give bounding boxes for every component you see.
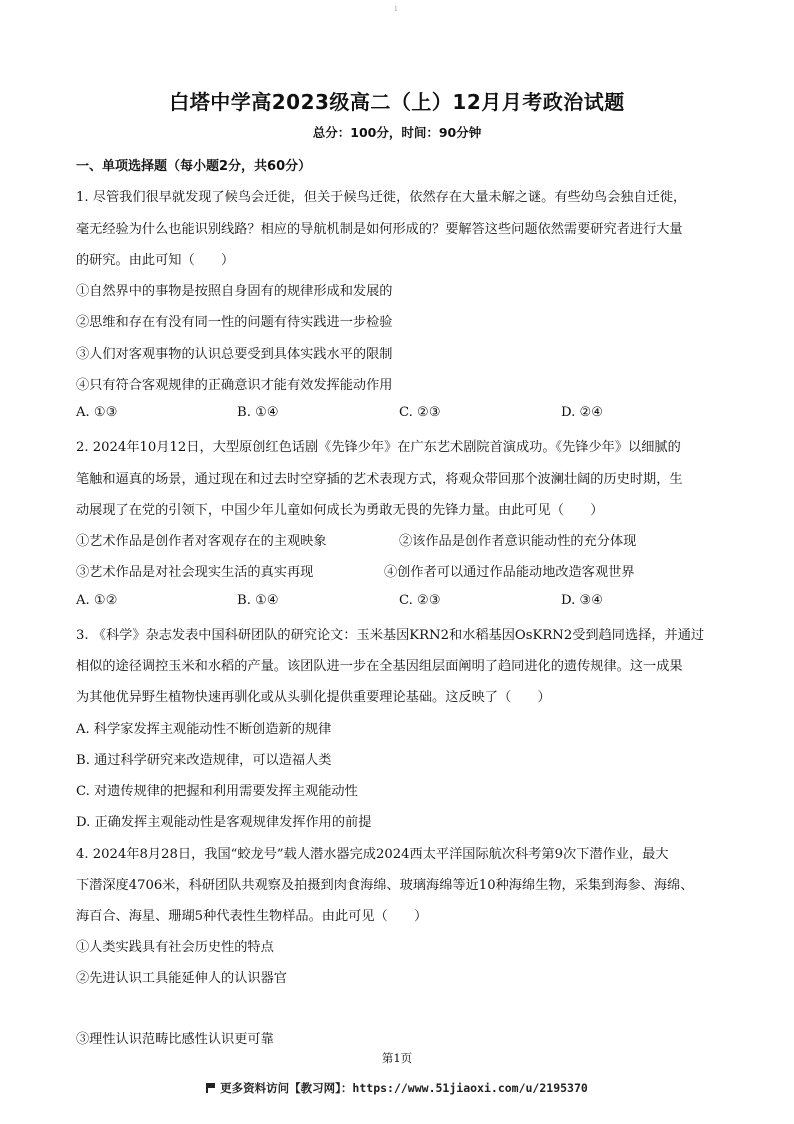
q1-option-a: A. ①③ [76,405,118,420]
q1-statement-4: ④只有符合客观规律的正确意识才能有效发挥能动作用 [76,378,393,393]
q3-stem-line-3: 为其他优异野生植物快速再驯化或从头驯化提供重要理论基础。这反映了（ ） [76,690,551,705]
section-heading: 一、单项选择题（每小题2分，共60分） [76,159,312,174]
q1-stem-line-1: 1. 尽管我们很早就发现了候鸟会迁徙，但关于候鸟迁徙，依然存在大量未解之谜。有些幼鸟会独自迁徙， [76,190,687,205]
q2-statement-4: ④创作者可以通过作品能动地改造客观世界 [384,565,635,580]
q3-stem-line-2: 相似的途径调控玉米和水稻的产量。该团队进一步在全基因组层面阐明了趋同进化的遗传规律。这一成果 [76,659,683,674]
q4-statement-2: ②先进认识工具能延伸人的认识器官 [76,971,287,986]
q2-statement-1: ①艺术作品是创作者对客观存在的主观映象 [76,534,327,549]
q2-statement-2: ②该作品是创作者意识能动性的充分体现 [399,534,637,549]
q2-stem-line-1: 2. 2024年10月12日，大型原创红色话剧《先锋少年》在广东艺术剧院首演成功。《先锋少年》以细腻的 [76,440,681,455]
q3-option-b: B. 通过科学研究来改造规律，可以造福人类 [76,753,332,768]
q1-option-d: D. ②④ [561,405,604,420]
q4-stem-line-3: 海百合、海星、珊瑚5种代表性生物样品。由此可见（ ） [76,909,428,924]
q3-stem-line-1: 3. 《科学》杂志发表中国科研团队的研究论文：玉米基因KRN2和水稻基因OsKRN2受到趋同选择，并通过 [76,628,705,643]
exam-title: 白塔中学高2023级高二（上）12月月考政治试题 [169,90,625,114]
q1-statement-2: ②思维和存在有没有同一性的问题有待实践进一步检验 [76,315,393,330]
q4-stem-line-2: 下潜深度4706米，科研团队共观察及拍摄到肉食海绵、玻璃海绵等近10种海绵生物，采集到海参、海绵、 [76,878,694,893]
q2-option-b: B. ①④ [237,593,279,608]
resource-banner-text: 更多资料访问【教习网】：https://www.51jiaoxi.com/u/2195370 [220,1081,588,1095]
q2-option-c: C. ②③ [399,593,441,608]
q2-option-a: A. ①② [76,593,118,608]
q4-stem-line-1: 4. 2024年8月28日，我国“蛟龙号”载人潜水器完成2024西太平洋国际航次科考第9次下潜作业，最大 [76,847,669,862]
page-number: 第1页 [381,1051,413,1065]
q2-statement-3: ③艺术作品是对社会现实生活的真实再现 [76,565,314,580]
q2-stem-line-2: 笔触和逼真的场景，通过现在和过去时空穿插的艺术表现方式，将观众带回那个波澜壮阔的历史时期，生 [76,472,683,487]
q1-option-b: B. ①④ [237,405,279,420]
q3-option-a: A. 科学家发挥主观能动性不断创造新的规律 [76,722,332,737]
q4-statement-1: ①人类实践具有社会历史性的特点 [76,940,274,955]
q1-statement-3: ③人们对客观事物的认识总要受到具体实践水平的限制 [76,347,393,362]
q3-option-d: D. 正确发挥主观能动性是客观规律发挥作用的前提 [76,815,372,830]
q4-statement-3: ③理性认识范畴比感性认识更可靠 [76,1032,274,1047]
q2-option-d: D. ③④ [561,593,604,608]
q1-option-c: C. ②③ [399,405,441,420]
q3-option-c: C. 对遗传规律的把握和利用需要发挥主观能动性 [76,784,358,799]
resource-banner[interactable] [0,1080,794,1096]
q1-stem-line-2: 毫无经验为什么也能识别线路？相应的导航机制是如何形成的？要解答这些问题依然需要研究者进行大量 [76,222,683,237]
q1-stem-line-3: 的研究。由此可知（ ） [76,253,235,268]
page-top-mark: 1 [394,6,398,13]
q2-stem-line-3: 动展现了在党的引领下，中国少年儿童如何成长为勇敢无畏的先锋力量。由此可见（ ） [76,503,604,518]
exam-subtitle: 总分：100分，时间：90分钟 [312,125,482,140]
flag-icon [206,1083,215,1093]
q1-statement-1: ①自然界中的事物是按照自身固有的规律形成和发展的 [76,284,393,299]
